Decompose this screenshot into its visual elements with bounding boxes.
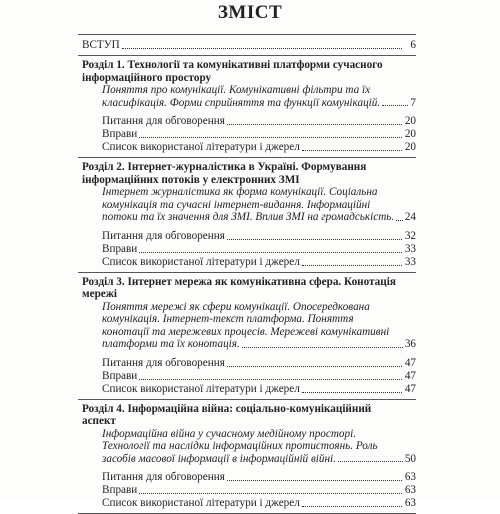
description-line: потоки та їх значення для ЗМІ. Вплив ЗМІ на громадськість. (102, 211, 394, 224)
entry-page: 20 (404, 115, 416, 128)
toc-entry-intro[interactable] (78, 35, 416, 52)
toc-section-4 (78, 400, 416, 514)
dot-leader (302, 392, 402, 393)
entry-page: 47 (404, 370, 416, 383)
dot-leader (139, 493, 402, 494)
section-title-line: аспект (82, 415, 416, 428)
entry-label: Вправи (102, 243, 137, 256)
description-line: Технології та наслідки інформаційних протистоянь. Роль (102, 440, 416, 453)
toc-entry[interactable] (78, 471, 416, 484)
entry-label: Питання для обговорення (102, 471, 225, 484)
entry-page: 33 (404, 256, 416, 269)
entry-label: Список використаної літератури і джерел (102, 256, 300, 269)
section-title-line: Розділ 1. Технології та комунікативні платформи сучасного (82, 59, 416, 72)
description-line: Поняття мережі як сфери комунікації. Опосередкована (102, 301, 416, 314)
section-title-line: Розділ 3. Інтернет мережа як комунікативна сфера. Конотація (82, 276, 416, 289)
description-line: комунікація та сучасні інтернет-видання. Інформаційні (102, 199, 416, 212)
toc-section-2 (78, 158, 416, 273)
entry-page: 63 (404, 497, 416, 510)
toc-section-1 (78, 56, 416, 158)
dot-leader (139, 137, 402, 138)
section-description[interactable] (78, 186, 416, 224)
dot-leader (396, 220, 403, 221)
entry-page: 32 (404, 230, 416, 243)
entry-page: 24 (405, 211, 416, 224)
section-title[interactable] (78, 158, 416, 186)
entry-label: Питання для обговорення (102, 357, 225, 370)
toc-entry[interactable] (78, 370, 416, 383)
entry-page: 20 (404, 141, 416, 154)
dot-leader (302, 150, 402, 151)
dot-leader (382, 105, 408, 106)
entry-label: Вправи (102, 484, 137, 497)
toc-entry[interactable] (78, 256, 416, 269)
toc-entry[interactable] (78, 115, 416, 128)
entry-label: Список використаної літератури і джерел (102, 141, 300, 154)
toc-entry[interactable] (78, 141, 416, 154)
description-line: засобів масової інформації в інформаційній війні. (102, 453, 336, 466)
description-line: комунікація. Інтернет-текст платформа. Поняття (102, 313, 416, 326)
dot-leader (338, 461, 403, 462)
entry-label: ВСТУП (82, 39, 120, 52)
entry-page: 63 (404, 484, 416, 497)
entry-page: 36 (405, 338, 416, 351)
dot-leader (227, 124, 402, 125)
entry-label: Питання для обговорення (102, 230, 225, 243)
entry-page: 33 (404, 243, 416, 256)
dot-leader (227, 366, 402, 367)
table-of-contents (78, 34, 416, 514)
dot-leader (227, 480, 402, 481)
dot-leader (242, 347, 403, 348)
entry-page: 6 (404, 39, 416, 52)
description-line: конотації та мережевих процесів. Мережеві комунікативні (102, 326, 416, 339)
section-title-line: інформаційного простору (82, 72, 416, 85)
description-line: платформи та їх конотація. (102, 338, 240, 351)
description-line: Інформаційна війна у сучасному медійному просторі. (102, 428, 416, 441)
toc-entry[interactable] (78, 128, 416, 141)
toc-section-3 (78, 273, 416, 400)
entry-label: Вправи (102, 370, 137, 383)
section-title-line: інформаційних потоків у електронних ЗМІ (82, 174, 416, 187)
toc-entry[interactable] (78, 230, 416, 243)
toc-entry[interactable] (78, 243, 416, 256)
section-title-line: мережі (82, 288, 416, 301)
dot-leader (227, 239, 402, 240)
entry-page: 63 (404, 471, 416, 484)
entry-label: Список використаної літератури і джерел (102, 383, 300, 396)
section-description[interactable] (78, 301, 416, 351)
entry-page: 20 (404, 128, 416, 141)
section-description[interactable] (78, 84, 416, 109)
entry-page: 7 (410, 97, 416, 110)
toc-entry[interactable] (78, 357, 416, 370)
dot-leader (139, 379, 402, 380)
toc-entry[interactable] (78, 383, 416, 396)
description-line: Інтернет журналістика як форма комунікації. Соціальна (102, 186, 416, 199)
toc-entry[interactable] (78, 497, 416, 510)
section-title[interactable] (78, 400, 416, 428)
dot-leader (139, 252, 402, 253)
description-line: класифікація. Форми сприйняття та функції комунікацій. (102, 97, 380, 110)
dot-leader (302, 265, 402, 266)
section-title[interactable] (78, 273, 416, 301)
page-title: ЗМІСТ (0, 0, 500, 26)
description-line: Поняття про комунікації. Комунікативні фільтри та їх (102, 84, 416, 97)
entry-label: Вправи (102, 128, 137, 141)
entry-page: 47 (404, 357, 416, 370)
toc-entry[interactable] (78, 484, 416, 497)
dot-leader (302, 506, 402, 507)
section-description[interactable] (78, 428, 416, 466)
section-title-line: Розділ 4. Інформаційна війна: соціально-комунікаційний (82, 403, 416, 416)
dot-leader (122, 48, 402, 49)
entry-page: 47 (404, 383, 416, 396)
section-title-line: Розділ 2. Інтернет-журналістика в Україні. Формування (82, 161, 416, 174)
entry-label: Питання для обговорення (102, 115, 225, 128)
entry-page: 50 (405, 453, 416, 466)
section-title[interactable] (78, 56, 416, 84)
entry-label: Список використаної літератури і джерел (102, 497, 300, 510)
